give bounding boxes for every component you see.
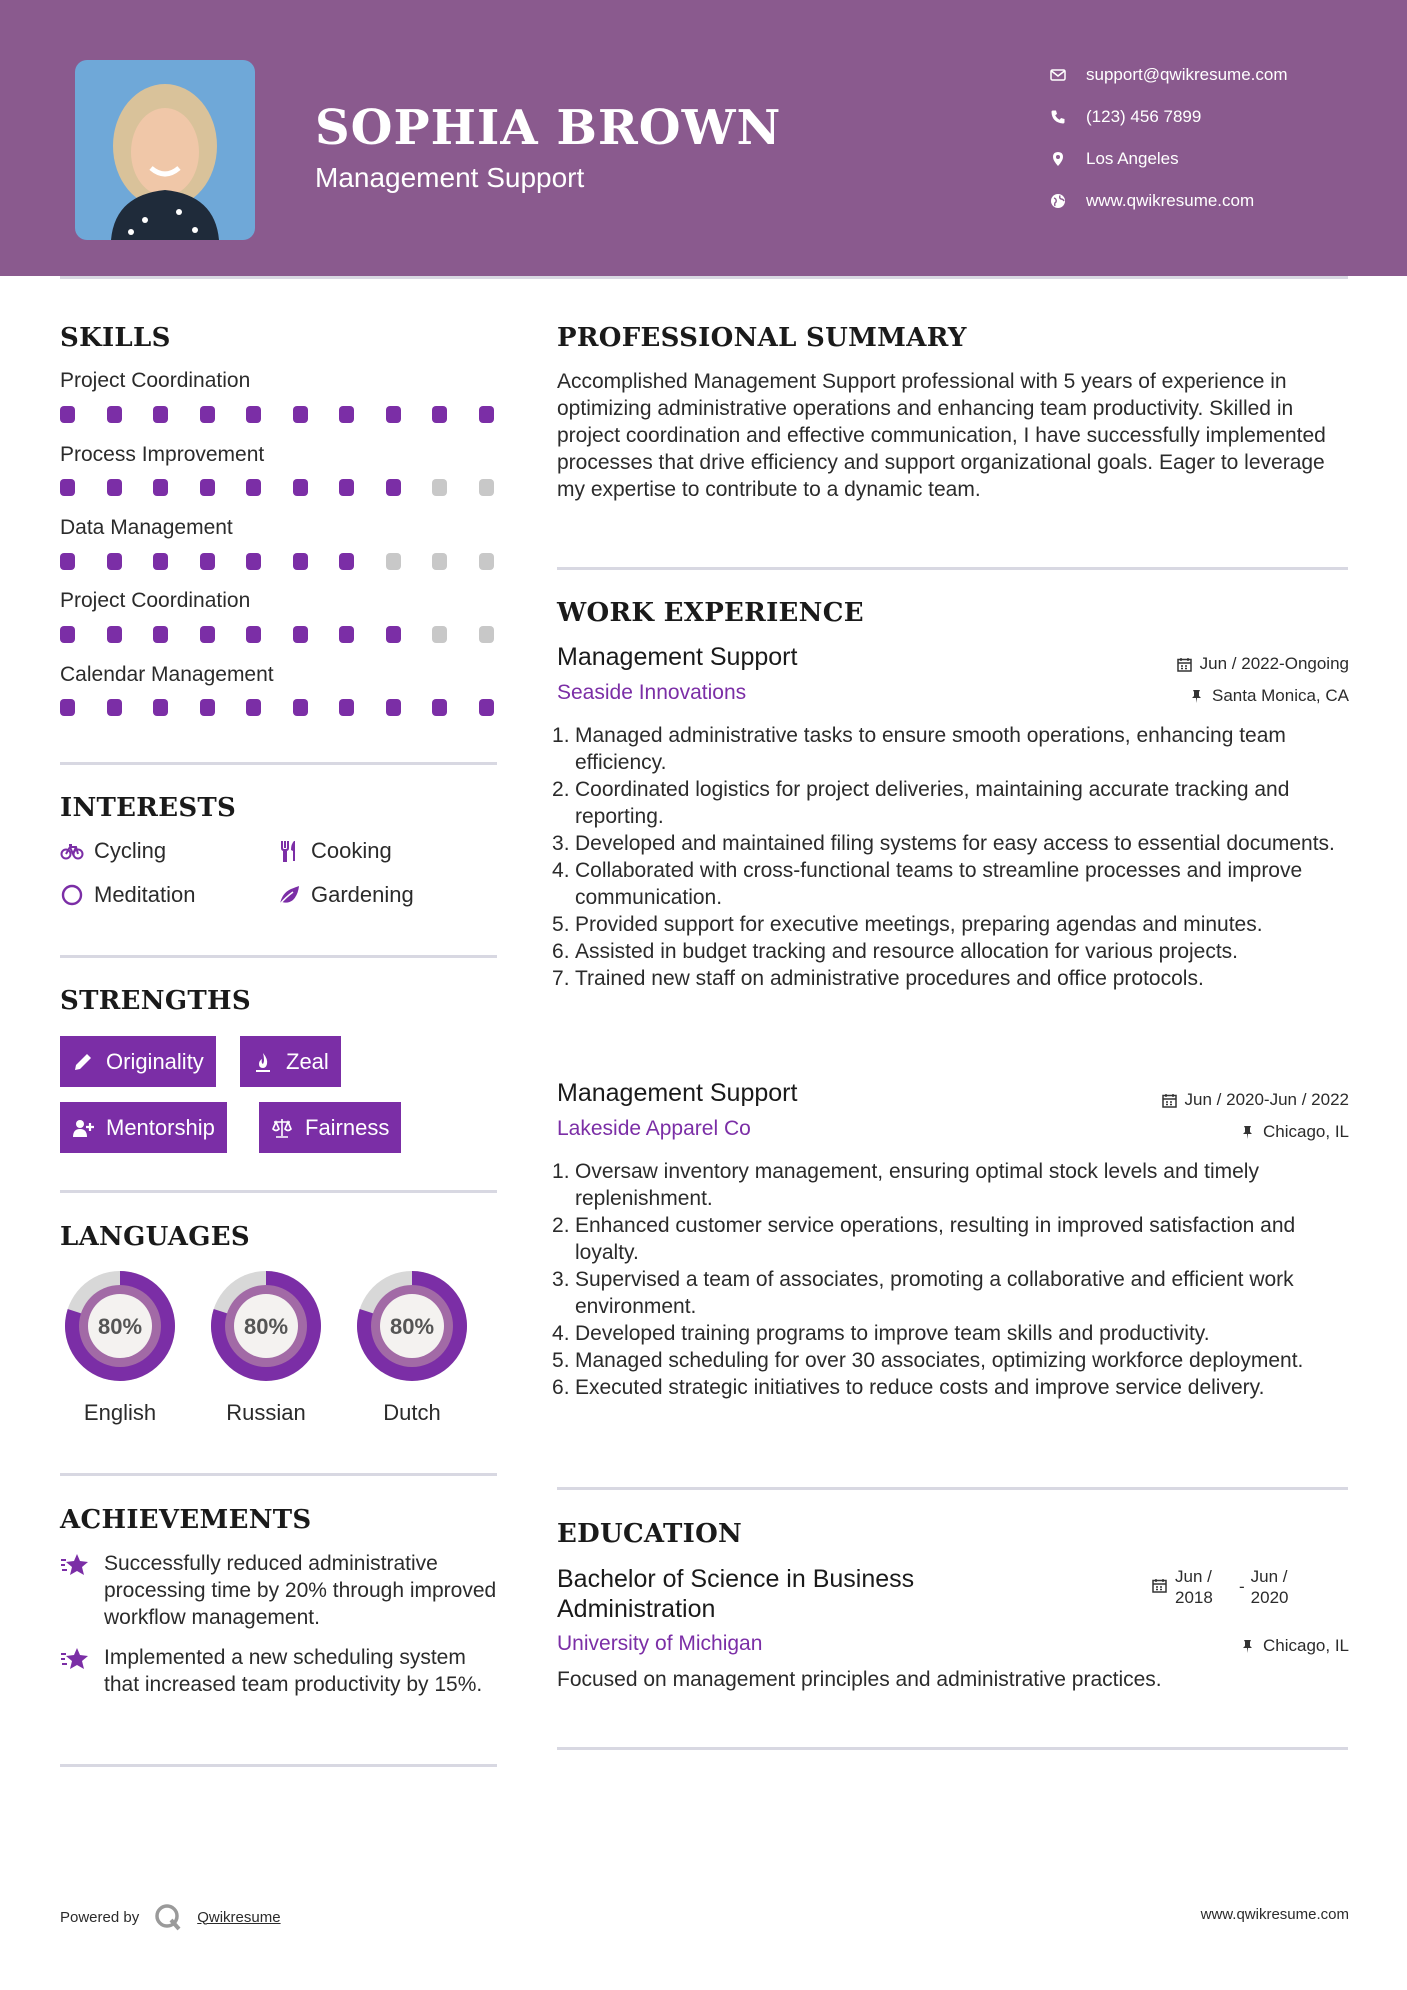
company-name: Seaside Innovations	[557, 681, 747, 704]
interest-item	[60, 882, 196, 908]
list-item: Developed training programs to improve team skills and productivity.	[575, 1322, 1210, 1345]
school-name: University of Michigan	[557, 1632, 763, 1655]
skill-rating	[60, 553, 525, 570]
rating-dot-filled	[107, 479, 122, 496]
contact-email[interactable]	[1050, 54, 1380, 96]
user-plus-icon	[72, 1117, 94, 1139]
rating-dot-empty	[432, 479, 447, 496]
section-divider	[60, 1190, 497, 1193]
language-name: Russian	[226, 1400, 306, 1425]
strength-tag	[60, 1102, 227, 1153]
achievement-item	[60, 1644, 500, 1698]
powered-by	[60, 1902, 281, 1932]
language-item	[58, 1264, 182, 1426]
scale-icon	[271, 1117, 293, 1139]
skill-label: Process Improvement	[60, 443, 265, 466]
education-location	[1240, 1636, 1349, 1656]
candidate-role: Management Support	[315, 162, 585, 193]
education-start: Jun / 2018	[1175, 1567, 1213, 1607]
pushpin-icon	[1240, 1639, 1255, 1654]
footer-website[interactable]: www.qwikresume.com	[1200, 1906, 1349, 1923]
summary-heading: PROFESSIONAL SUMMARY	[557, 323, 967, 353]
rating-dot-filled	[339, 699, 354, 716]
skill-label: Data Management	[60, 516, 233, 539]
education-location-text: Chicago, IL	[1263, 1636, 1349, 1655]
job-dates-text: Jun / 2022-Ongoing	[1199, 654, 1349, 673]
rating-dot-filled	[339, 406, 354, 423]
strength-tag	[240, 1036, 341, 1087]
list-item: Enhanced customer service operations, resulting in improved satisfaction and loyalty.	[575, 1214, 1296, 1264]
achievements-heading: ACHIEVEMENTS	[60, 1505, 312, 1535]
job-title: Management Support	[557, 1079, 798, 1107]
achievement-text: Successfully reduced administrative processing time by 20% through improved workflow management.	[104, 1552, 497, 1629]
section-divider	[60, 1764, 497, 1767]
skills-heading: SKILLS	[60, 323, 171, 353]
contact-phone[interactable]	[1050, 96, 1380, 138]
rating-dot-filled	[153, 479, 168, 496]
calendar-icon	[1177, 657, 1192, 672]
contact-email-text: support@qwikresume.com	[1086, 65, 1288, 84]
list-item: Managed administrative tasks to ensure smooth operations, enhancing team efficiency.	[575, 724, 1286, 774]
candidate-name: SOPHIA BROWN	[315, 100, 782, 156]
leaf-icon	[277, 883, 301, 907]
portrait-image	[75, 60, 255, 240]
language-donut	[204, 1264, 328, 1388]
rating-dot-filled	[479, 406, 494, 423]
job-location	[1240, 1122, 1349, 1142]
section-divider	[60, 1473, 497, 1476]
rating-dot-filled	[60, 626, 75, 643]
list-item: Assisted in budget tracking and resource allocation for various projects.	[575, 940, 1239, 963]
experience-heading: WORK EXPERIENCE	[557, 598, 864, 628]
qwikresume-logo-icon	[153, 1902, 183, 1932]
calendar-icon	[1162, 1093, 1177, 1108]
job-dates	[1177, 654, 1349, 674]
interest-label: Cooking	[311, 838, 392, 863]
strength-label: Zeal	[286, 1048, 329, 1074]
interest-label: Cycling	[94, 838, 167, 863]
envelope-icon	[1050, 67, 1066, 83]
rating-dot-filled	[432, 699, 447, 716]
job-bullets	[555, 722, 1355, 992]
job-location-text: Santa Monica, CA	[1211, 686, 1349, 705]
skill-label: Project Coordination	[60, 589, 251, 612]
rating-dot-empty	[386, 553, 401, 570]
education-end: Jun / 2020	[1250, 1567, 1289, 1607]
rating-dot-filled	[293, 406, 308, 423]
contact-list	[1050, 54, 1380, 222]
rating-dot-filled	[153, 406, 168, 423]
strength-label: Mentorship	[106, 1114, 215, 1140]
education-description: Focused on management principles and administrative practices.	[557, 1668, 1162, 1691]
rating-dot-filled	[386, 479, 401, 496]
rating-dot-filled	[293, 553, 308, 570]
rating-dot-filled	[386, 406, 401, 423]
list-item: Collaborated with cross-functional teams to streamline processes and improve communication.	[575, 859, 1303, 909]
strength-tag	[259, 1102, 401, 1153]
interest-item	[60, 838, 166, 864]
section-divider	[557, 1747, 1348, 1750]
contact-phone-text: (123) 456 7899	[1086, 107, 1202, 126]
language-percent: 80%	[97, 1314, 143, 1339]
list-item: Oversaw inventory management, ensuring optimal stock levels and timely replenishment.	[575, 1160, 1259, 1210]
language-donut	[58, 1264, 182, 1388]
skill-rating	[60, 479, 525, 496]
pencil-icon	[72, 1051, 94, 1073]
summary-text: Accomplished Management Support professional with 5 years of experience in optimizing administrative operations and enhancing team productivity. Skilled in project coordination and effective communication, I have successfully implemented processes that drive efficiency and support organizational goals. Eager to leverage my expertise to contribute to a dynamic team.	[557, 370, 1326, 501]
phone-icon	[1050, 109, 1066, 125]
contact-website-text: www.qwikresume.com	[1086, 191, 1255, 210]
contact-location-text: Los Angeles	[1086, 149, 1179, 168]
rating-dot-empty	[479, 479, 494, 496]
rating-dot-filled	[339, 626, 354, 643]
rating-dot-filled	[107, 699, 122, 716]
rating-dot-filled	[107, 626, 122, 643]
rating-dot-filled	[479, 699, 494, 716]
section-divider	[60, 762, 497, 765]
company-name: Lakeside Apparel Co	[557, 1117, 751, 1140]
language-donut	[350, 1264, 474, 1388]
rating-dot-filled	[200, 553, 215, 570]
section-divider	[60, 955, 497, 958]
interest-item	[277, 882, 414, 908]
date-separator: -	[1239, 1577, 1245, 1596]
rating-dot-filled	[60, 406, 75, 423]
bicycle-icon	[60, 839, 84, 863]
contact-website[interactable]	[1050, 180, 1380, 222]
education-dates	[1152, 1566, 1301, 1608]
language-item	[204, 1264, 328, 1426]
rating-dot-filled	[107, 553, 122, 570]
calendar-icon	[1152, 1578, 1167, 1593]
education-heading: EDUCATION	[557, 1519, 743, 1549]
strength-tag	[60, 1036, 216, 1087]
rating-dot-filled	[293, 699, 308, 716]
resume-header	[0, 0, 1407, 276]
powered-by-text: Powered by	[60, 1908, 140, 1926]
rating-dot-filled	[339, 479, 354, 496]
brand-link[interactable]: Qwikresume	[197, 1908, 281, 1926]
rating-dot-filled	[60, 479, 75, 496]
list-item: Provided support for executive meetings, preparing agendas and minutes.	[575, 913, 1263, 936]
rating-dot-filled	[200, 699, 215, 716]
list-item: Coordinated logistics for project deliveries, maintaining accurate tracking and reporting.	[575, 778, 1290, 828]
interest-label: Meditation	[94, 882, 196, 907]
rating-dot-filled	[60, 699, 75, 716]
pushpin-icon	[1189, 689, 1204, 704]
list-item: Trained new staff on administrative procedures and office protocols.	[575, 967, 1204, 990]
header-divider	[60, 276, 1348, 279]
rating-dot-filled	[153, 553, 168, 570]
flame-icon	[252, 1051, 274, 1073]
rating-dot-filled	[246, 626, 261, 643]
map-pin-icon	[1050, 151, 1066, 167]
achievement-text: Implemented a new scheduling system that increased team productivity by 15%.	[104, 1646, 483, 1696]
rating-dot-empty	[432, 553, 447, 570]
strength-label: Fairness	[305, 1114, 390, 1140]
rating-dot-filled	[200, 406, 215, 423]
rating-dot-empty	[479, 626, 494, 643]
rating-dot-filled	[293, 479, 308, 496]
job-title: Management Support	[557, 643, 798, 671]
rating-dot-filled	[200, 479, 215, 496]
section-divider	[557, 567, 1348, 570]
interest-item	[277, 838, 392, 864]
degree-title: Bachelor of Science in Business Administration	[557, 1565, 915, 1623]
profile-photo	[75, 60, 255, 240]
language-percent: 80%	[243, 1314, 289, 1339]
language-item	[350, 1264, 474, 1426]
rating-dot-filled	[200, 626, 215, 643]
skill-rating	[60, 626, 525, 643]
rating-dot-filled	[386, 699, 401, 716]
rating-dot-filled	[432, 406, 447, 423]
rating-dot-filled	[107, 406, 122, 423]
rating-dot-empty	[432, 626, 447, 643]
rating-dot-filled	[246, 553, 261, 570]
achievement-item	[60, 1550, 500, 1631]
job-location	[1189, 686, 1349, 706]
list-item: Developed and maintained filing systems for easy access to essential documents.	[575, 832, 1335, 855]
job-dates-text: Jun / 2020-Jun / 2022	[1184, 1090, 1349, 1109]
pushpin-icon	[1240, 1125, 1255, 1140]
circle-icon	[60, 883, 84, 907]
globe-icon	[1050, 193, 1066, 209]
job-location-text: Chicago, IL	[1263, 1122, 1349, 1141]
rating-dot-filled	[339, 553, 354, 570]
language-percent: 80%	[389, 1314, 435, 1339]
rating-dot-filled	[293, 626, 308, 643]
interests-heading: INTERESTS	[60, 793, 237, 823]
list-item: Supervised a team of associates, promoting a collaborative and efficient work environment.	[575, 1268, 1294, 1318]
star-icon	[60, 1646, 90, 1672]
skill-label: Calendar Management	[60, 663, 274, 686]
star-icon	[60, 1552, 90, 1578]
skill-rating	[60, 699, 525, 716]
rating-dot-empty	[479, 553, 494, 570]
skill-label: Project Coordination	[60, 369, 251, 392]
job-bullets	[555, 1158, 1355, 1401]
rating-dot-filled	[386, 626, 401, 643]
list-item: Managed scheduling for over 30 associates, optimizing workforce deployment.	[575, 1349, 1304, 1372]
job-dates	[1162, 1090, 1349, 1110]
contact-location	[1050, 138, 1380, 180]
rating-dot-filled	[246, 406, 261, 423]
language-name: English	[83, 1400, 157, 1425]
rating-dot-filled	[246, 699, 261, 716]
rating-dot-filled	[153, 626, 168, 643]
list-item: Executed strategic initiatives to reduce costs and improve service delivery.	[575, 1376, 1265, 1399]
rating-dot-filled	[60, 553, 75, 570]
strength-label: Originality	[106, 1048, 204, 1074]
strengths-heading: STRENGTHS	[60, 986, 251, 1016]
section-divider	[557, 1487, 1348, 1490]
rating-dot-filled	[246, 479, 261, 496]
rating-dot-filled	[153, 699, 168, 716]
interest-label: Gardening	[311, 882, 414, 907]
languages-heading: LANGUAGES	[60, 1222, 250, 1252]
utensils-icon	[277, 839, 301, 863]
language-name: Dutch	[383, 1400, 441, 1425]
skill-rating	[60, 406, 525, 423]
